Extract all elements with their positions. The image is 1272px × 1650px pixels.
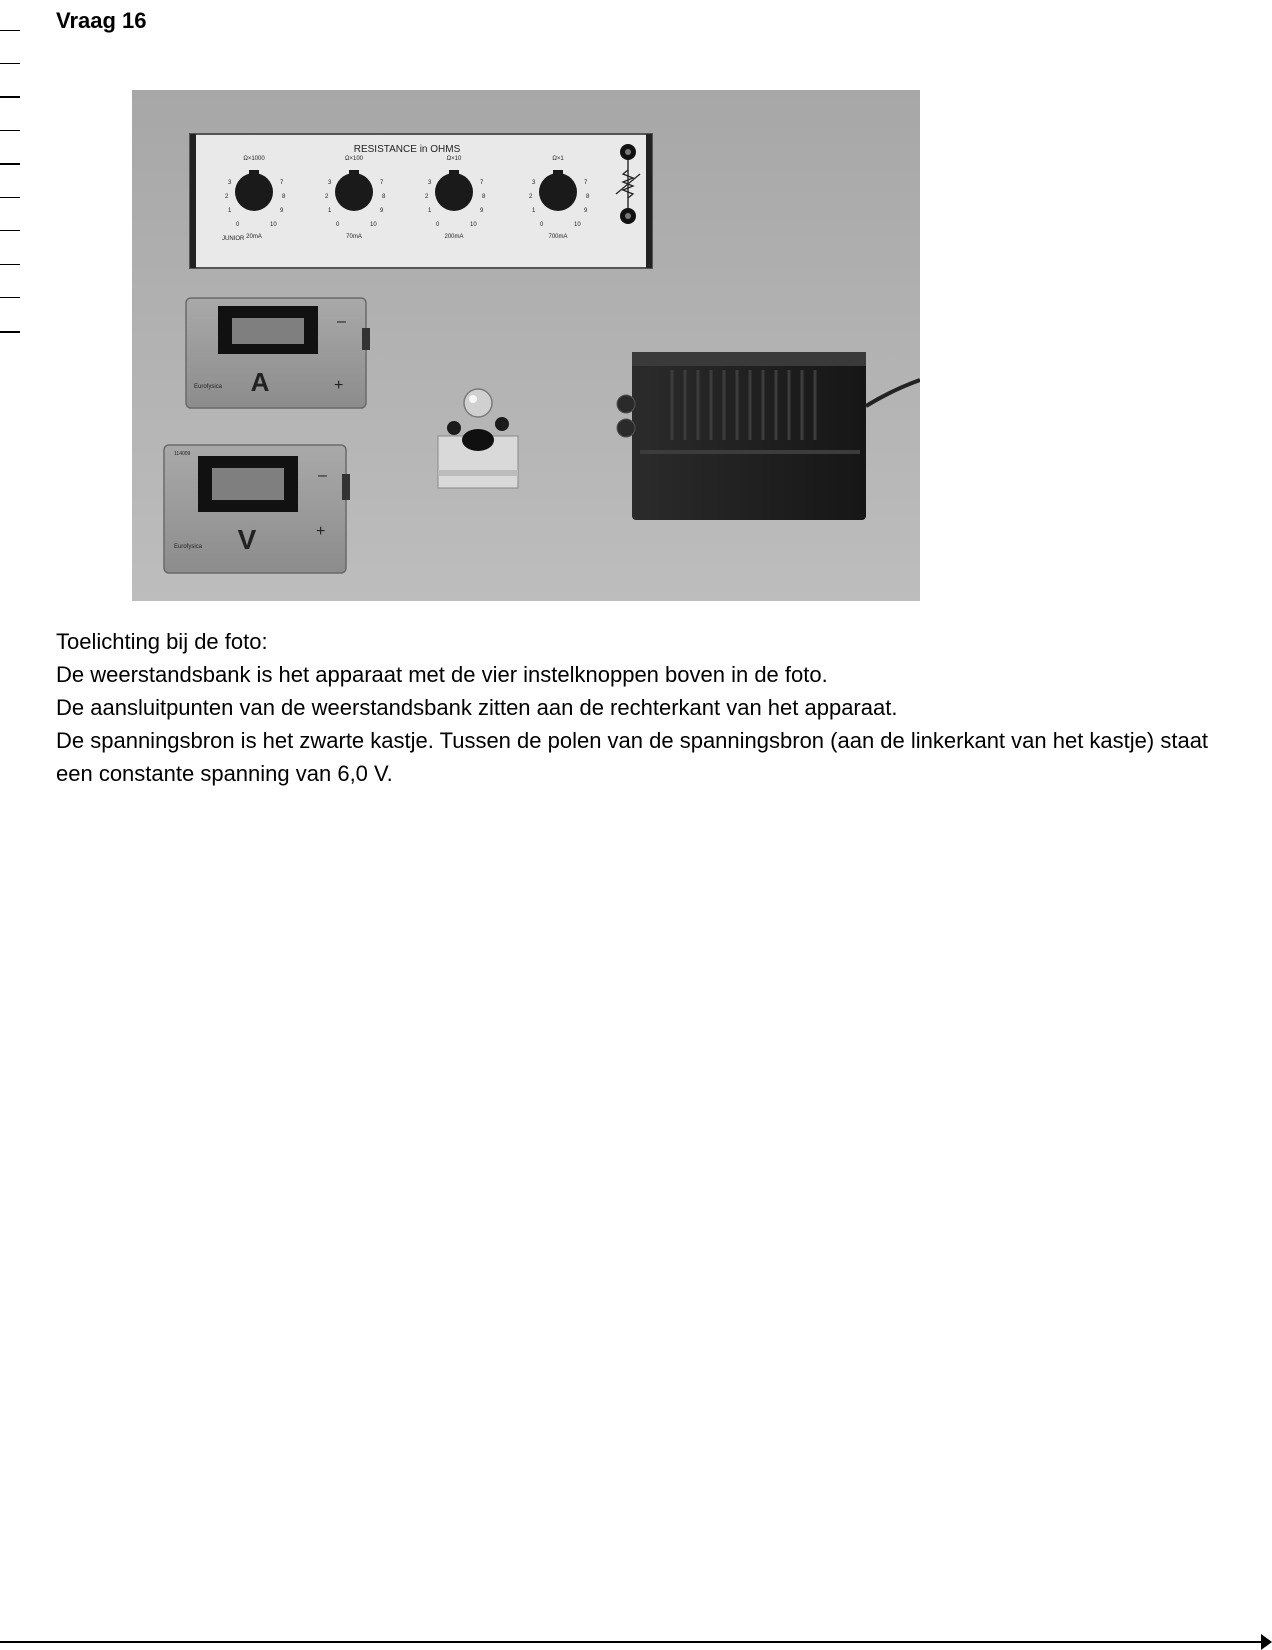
caption-line: De aansluitpunten van de weerstandsbank zitten aan de rechterkant van het apparaat. <box>56 695 898 720</box>
margin-tick <box>0 297 20 298</box>
svg-text:3: 3 <box>428 180 432 186</box>
dial-range-label: Ω×10 <box>446 156 462 162</box>
margin-tick <box>0 63 20 64</box>
svg-text:2: 2 <box>225 194 229 200</box>
svg-text:10: 10 <box>574 222 581 228</box>
margin-tick <box>0 96 20 98</box>
svg-text:9: 9 <box>280 208 284 214</box>
svg-text:10: 10 <box>470 222 477 228</box>
dial-current-label: 70mA <box>346 234 362 240</box>
caption-line: Toelichting bij de foto: <box>56 629 268 654</box>
svg-text:2: 2 <box>325 194 329 200</box>
margin-tick <box>0 163 20 165</box>
experiment-photo <box>132 90 920 601</box>
page-bottom-rule <box>0 1641 1262 1643</box>
dial-current-label: 700mA <box>548 234 568 240</box>
voltmeter-minus: – <box>318 467 327 484</box>
svg-text:3: 3 <box>228 180 232 186</box>
svg-text:0: 0 <box>236 222 240 228</box>
dial-range-label: Ω×1 <box>552 156 564 162</box>
resistance-box <box>190 134 652 268</box>
svg-text:8: 8 <box>382 194 386 200</box>
voltmeter-symbol: V <box>237 524 257 555</box>
dial-range-label: Ω×100 <box>345 156 363 162</box>
dial-current-label: 200mA <box>444 234 464 240</box>
ammeter-minus: – <box>337 313 346 330</box>
resistance-box-title: RESISTANCE in OHMS <box>353 144 461 155</box>
ammeter <box>186 298 370 408</box>
svg-text:1: 1 <box>428 208 432 214</box>
svg-text:8: 8 <box>482 194 486 200</box>
svg-text:7: 7 <box>584 180 588 186</box>
margin-tick <box>0 230 20 231</box>
margin-tick <box>0 264 20 265</box>
svg-text:7: 7 <box>380 180 384 186</box>
svg-text:1: 1 <box>532 208 536 214</box>
photo-caption <box>56 625 1236 790</box>
svg-text:10: 10 <box>270 222 277 228</box>
ammeter-brand: Eurofysica <box>194 384 223 390</box>
svg-text:3: 3 <box>328 180 332 186</box>
dial-range-label: Ω×1000 <box>243 156 265 162</box>
svg-text:2: 2 <box>529 194 533 200</box>
voltmeter-code: 114009 <box>174 451 191 457</box>
voltmeter-brand: Eurofysica <box>174 544 203 550</box>
svg-text:3: 3 <box>532 180 536 186</box>
question-heading: Vraag 16 <box>56 8 147 33</box>
next-page-arrow-icon <box>1261 1634 1272 1650</box>
svg-text:0: 0 <box>436 222 440 228</box>
svg-text:7: 7 <box>480 180 484 186</box>
ammeter-plus: + <box>334 377 344 394</box>
svg-text:1: 1 <box>228 208 232 214</box>
resistance-box-brand: JUNIOR <box>222 236 245 242</box>
svg-text:8: 8 <box>586 194 590 200</box>
svg-text:9: 9 <box>584 208 588 214</box>
voltmeter <box>164 445 350 573</box>
svg-text:10: 10 <box>370 222 377 228</box>
margin-tick <box>0 331 20 333</box>
voltmeter-plus: + <box>316 523 326 540</box>
svg-text:0: 0 <box>336 222 340 228</box>
svg-text:9: 9 <box>380 208 384 214</box>
caption-line: De weerstandsbank is het apparaat met de vier instelknoppen boven in de foto. <box>56 662 828 687</box>
svg-text:0: 0 <box>540 222 544 228</box>
margin-tick <box>0 197 20 198</box>
ammeter-symbol: A <box>250 367 270 397</box>
svg-text:1: 1 <box>328 208 332 214</box>
dial-current-label: 20mA <box>246 234 262 240</box>
svg-text:7: 7 <box>280 180 284 186</box>
caption-line: De spanningsbron is het zwarte kastje. Tussen de polen van de spanningsbron (aan de linkerkant van het kastje) staat een constante spanning van 6,0 V. <box>56 728 1209 786</box>
svg-text:8: 8 <box>282 194 286 200</box>
margin-tick <box>0 130 20 131</box>
svg-text:2: 2 <box>425 194 429 200</box>
svg-text:9: 9 <box>480 208 484 214</box>
margin-tick <box>0 30 20 31</box>
